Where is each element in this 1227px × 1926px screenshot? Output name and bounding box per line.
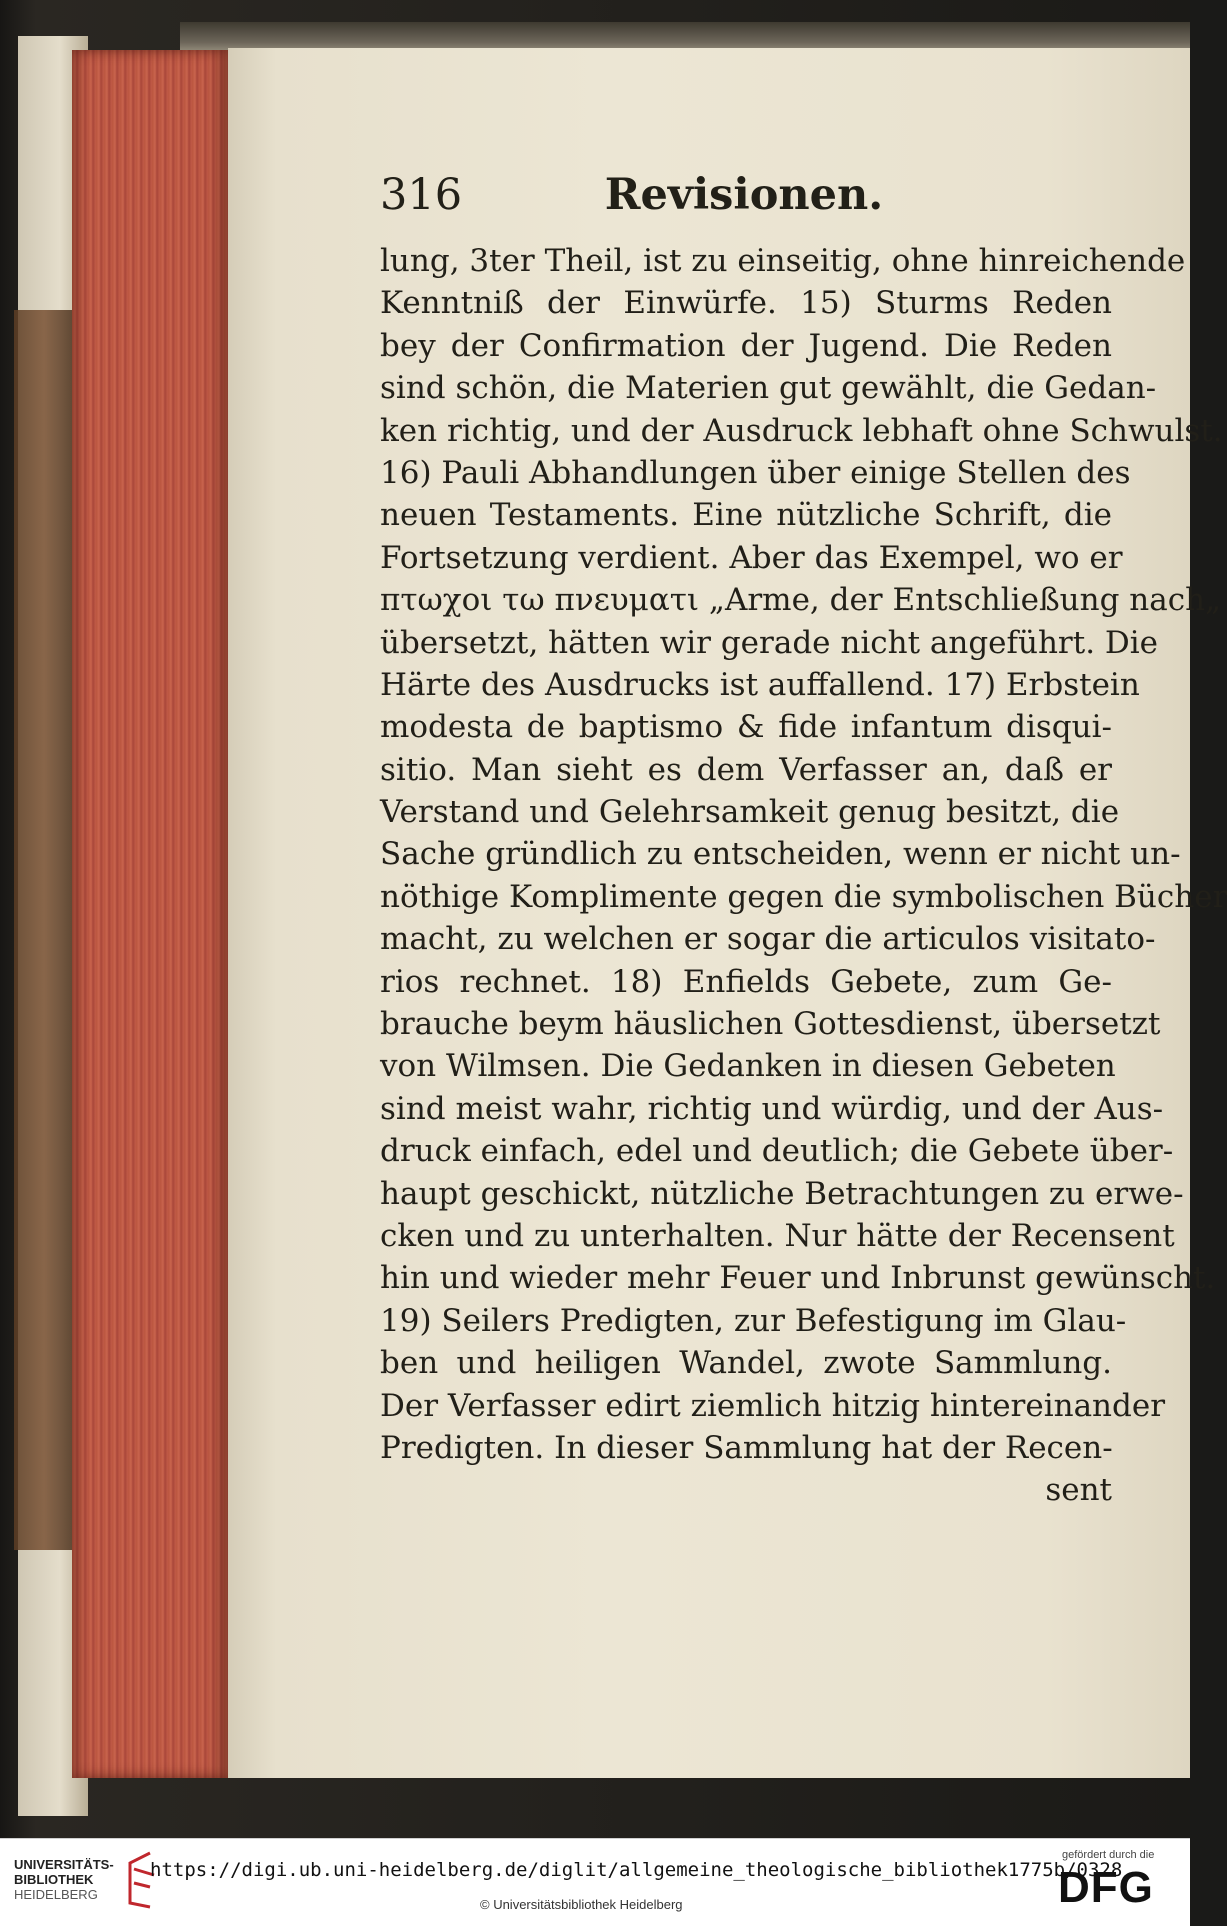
catchword: sent <box>1045 1472 1112 1509</box>
text-line: bey der Confirmation der Jugend. Die Reden <box>380 327 1112 364</box>
text-line: ken richtig, und der Ausdruck lebhaft ohne Schwulst. <box>380 412 1223 449</box>
text-line: von Wilmsen. Die Gedanken in diesen Gebeten <box>380 1048 1116 1085</box>
copyright-notice: © Universitätsbibliothek Heidelberg <box>480 1897 683 1912</box>
library-line: UNIVERSITÄTS- <box>14 1857 114 1872</box>
text-line: rios rechnet. 18) Enfields Gebete, zum Ge- <box>380 963 1112 1000</box>
text-line: sind meist wahr, richtig und würdig, und der Aus- <box>380 1090 1164 1127</box>
cover-board <box>14 310 74 1550</box>
text-line: modesta de baptismo & fide infantum disqui- <box>380 709 1112 746</box>
body-text <box>380 240 1227 1512</box>
page-header <box>380 170 1108 230</box>
library-name <box>14 1857 114 1902</box>
footer-bar <box>0 1838 1190 1926</box>
text-line: ben und heiligen Wandel, zwote Sammlung. <box>380 1345 1112 1382</box>
text-line: lung, 3ter Theil, ist zu einseitig, ohne hinreichende <box>380 243 1186 279</box>
text-line: druck einfach, edel und deutlich; die Gebete über- <box>380 1133 1174 1170</box>
text-line: 19) Seilers Predigten, zur Befestigung im Glau- <box>380 1302 1127 1339</box>
dfg-logo: DFG <box>1058 1863 1154 1912</box>
text-line: Härte des Ausdrucks ist auffallend. 17) Erbstein <box>380 666 1140 703</box>
text-line: haupt geschickt, nützliche Betrachtungen zu erwe- <box>380 1175 1184 1212</box>
red-page-edges <box>72 50 230 1778</box>
text-line: Verstand und Gelehrsamkeit genug besitzt, die <box>380 794 1120 831</box>
text-line: hin und wieder mehr Feuer und Inbrunst gewünscht. <box>380 1260 1216 1297</box>
text-line: sitio. Man sieht es dem Verfasser an, daß er <box>380 751 1112 788</box>
text-line: 16) Pauli Abhandlungen über einige Stellen des <box>380 454 1131 491</box>
text-line: neuen Testaments. Eine nützliche Schrift, die <box>380 497 1112 534</box>
text-line: Fortsetzung verdient. Aber das Exempel, wo er <box>380 539 1123 576</box>
library-line: BIBLIOTHEK <box>14 1872 94 1887</box>
text-line: Kenntniß der Einwürfe. 15) Sturms Reden <box>380 285 1112 322</box>
text-line: πτωχοι τω πνευματι „Arme, der Entschließung nach„ <box>380 582 1222 619</box>
text-line: Der Verfasser edirt ziemlich hitzig hintereinander <box>380 1387 1166 1424</box>
library-line: HEIDELBERG <box>14 1887 98 1902</box>
running-title: Revisionen. <box>604 170 884 220</box>
text-line: brauche beym häuslichen Gottesdienst, übersetzt <box>380 1006 1161 1043</box>
text-line: übersetzt, hätten wir gerade nicht angeführt. Die <box>380 624 1159 661</box>
text-line: macht, zu welchen er sogar die articulos visitato- <box>380 921 1156 958</box>
page-number: 316 <box>380 170 463 220</box>
permalink-url[interactable]: https://digi.ub.uni-heidelberg.de/diglit/allgemeine_theologische_bibliothek1775b/0328 <box>150 1859 1123 1881</box>
funder-note: gefördert durch die <box>1062 1849 1155 1861</box>
text-line: sind schön, die Materien gut gewählt, die Gedan- <box>380 370 1157 407</box>
text-line: cken und zu unterhalten. Nur hätte der Recensent <box>380 1217 1175 1254</box>
text-line: Sache gründlich zu entscheiden, wenn er nicht un- <box>380 836 1181 873</box>
text-line: Predigten. In dieser Sammlung hat der Recen- <box>380 1429 1113 1466</box>
text-line: nöthige Komplimente gegen die symbolischen Bücher <box>380 878 1227 915</box>
